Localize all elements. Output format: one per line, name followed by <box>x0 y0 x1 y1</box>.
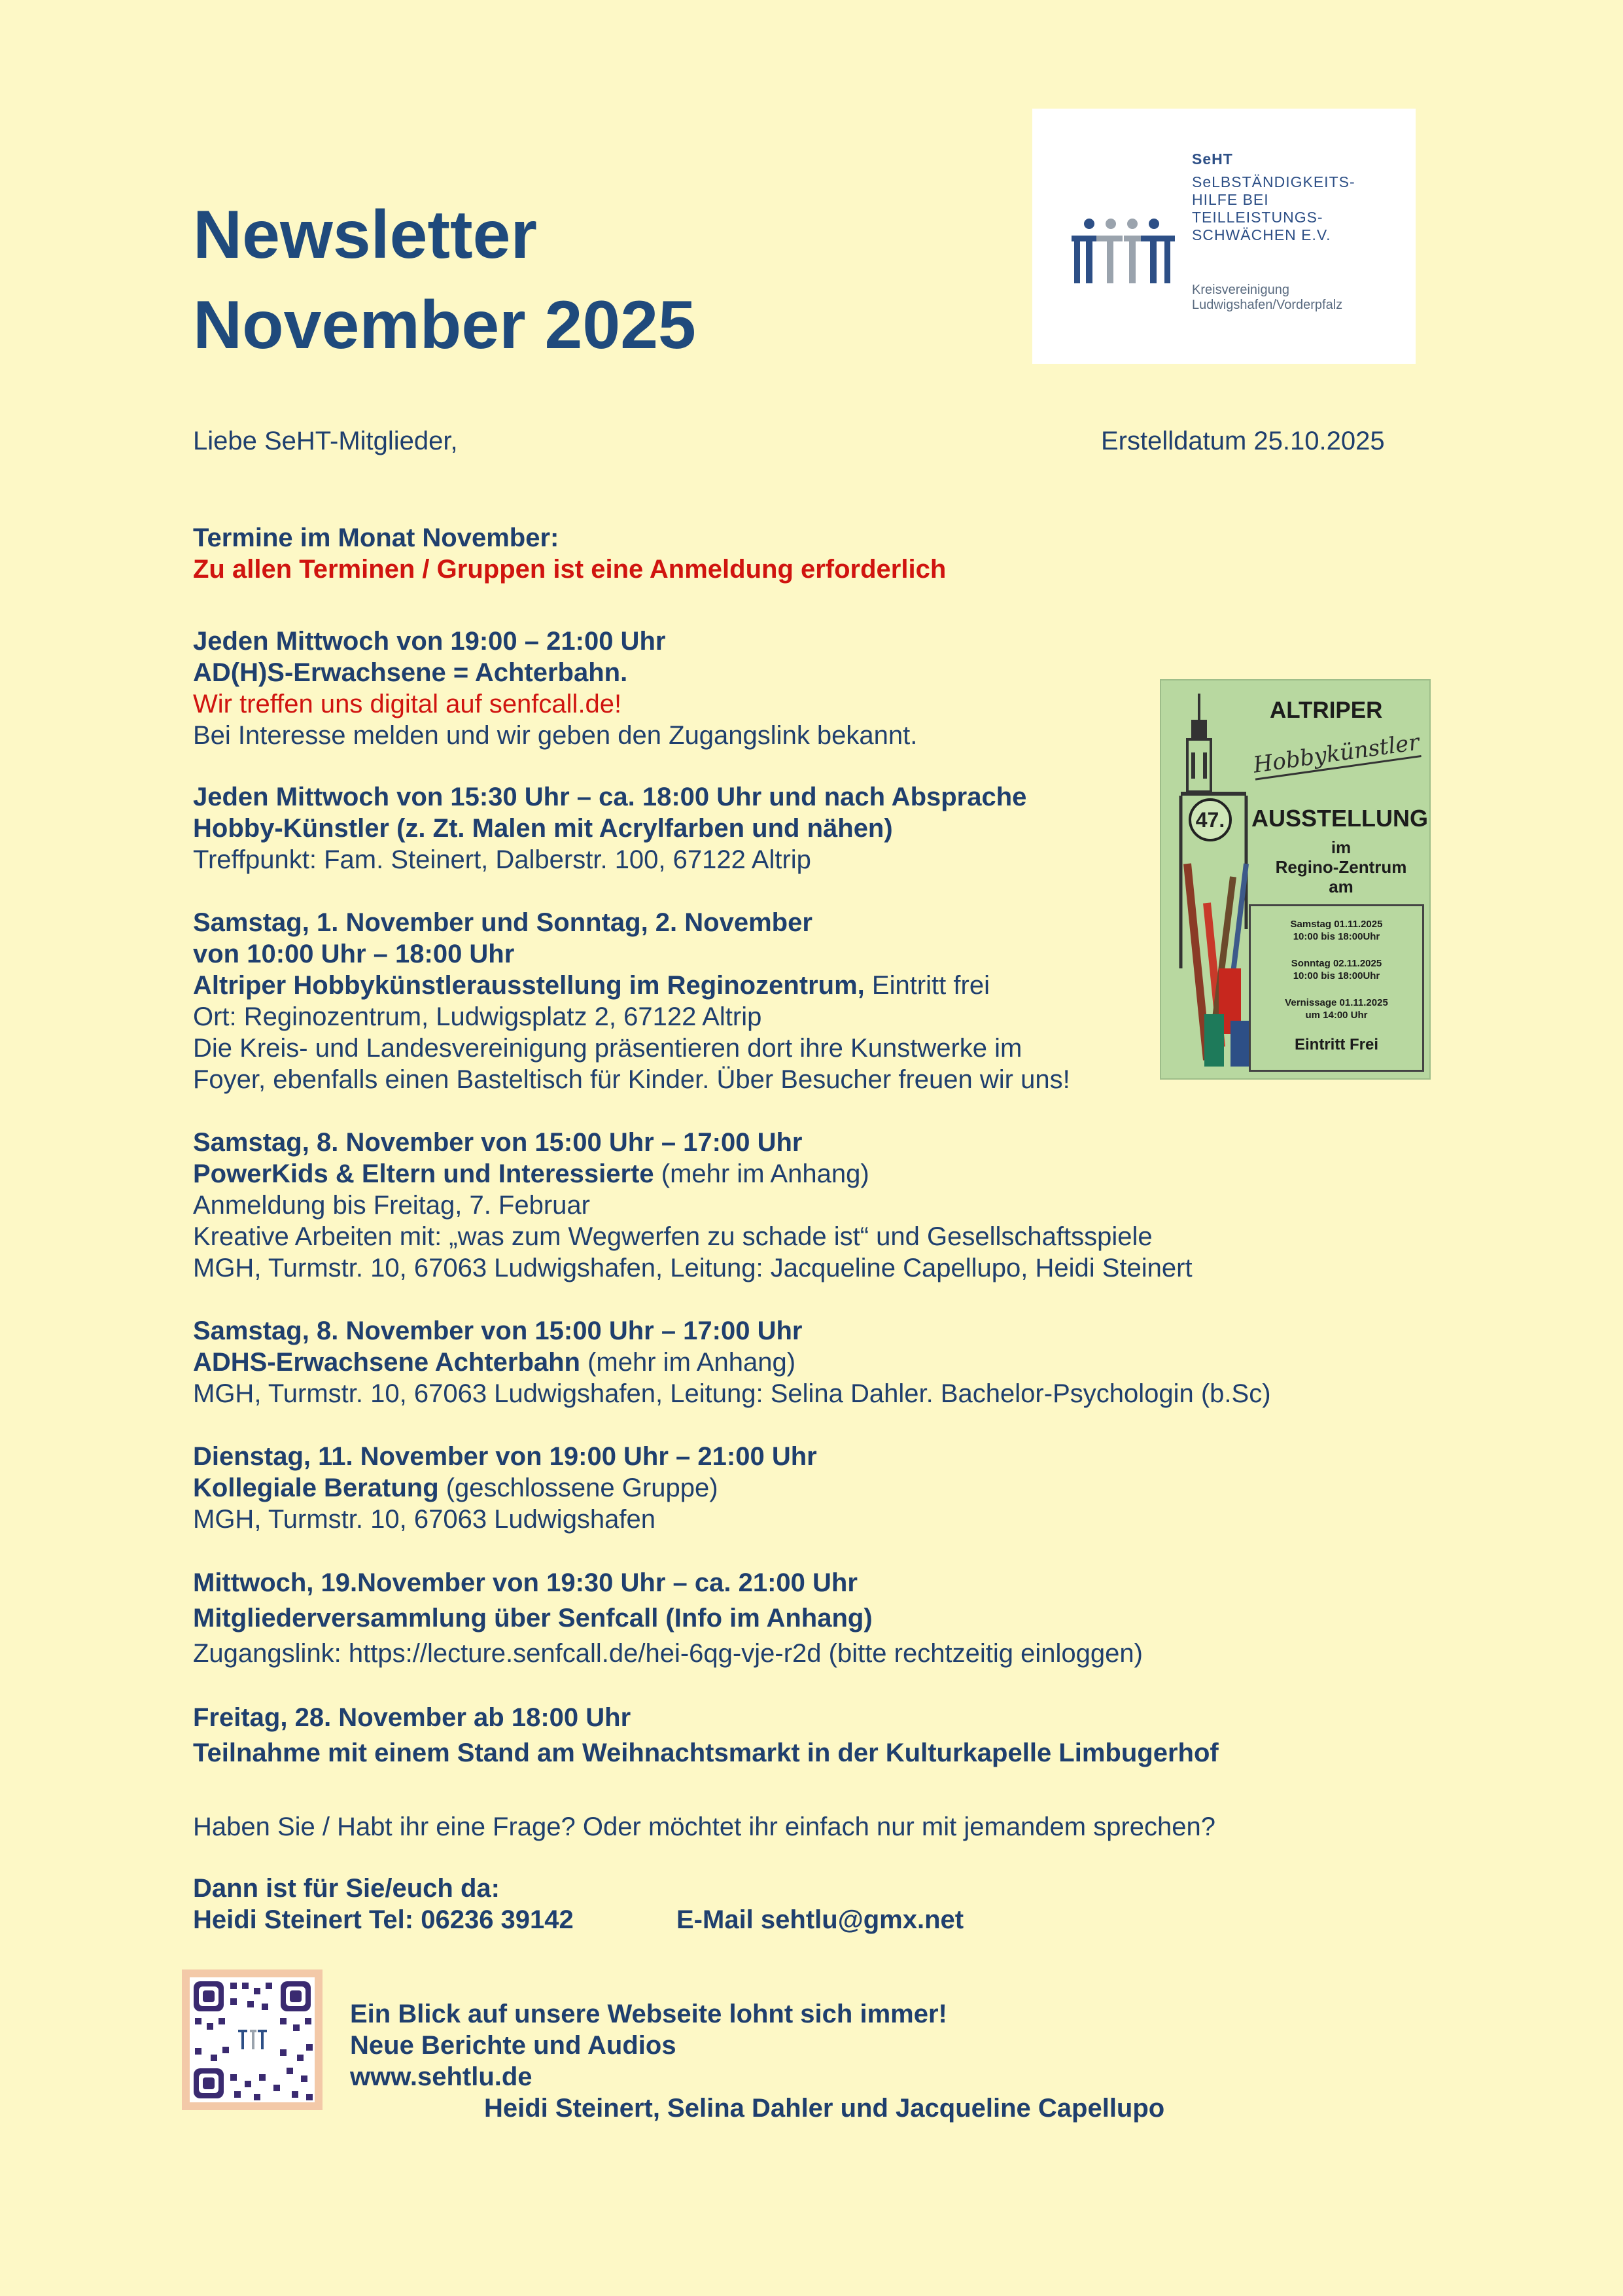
qr-code[interactable] <box>182 1969 323 2110</box>
created-date: Erstelldatum 25.10.2025 <box>1101 427 1385 455</box>
event-powerkids: Samstag, 8. November von 15:00 Uhr – 17:00 Uhr PowerKids & Eltern und Interessierte (mehr im Anhang) Anmeldung bis Freitag, 7. Februar Kreative Arbeiten mit: „was zum Wegwerfen zu schade ist“ und Gesellschaftsspiele MGH, Turmstr. 10, 67063 Ludwigshafen, Leitung: Jacqueline Capellupo, Heidi Steinert <box>193 1128 1193 1282</box>
poster-dates-box: Samstag 01.11.2025 10:00 bis 18:00Uhr Sonntag 02.11.2025 10:00 bis 18:00Uhr Vernissage 01.11.2025 um 14:00 Uhr Eintritt Frei <box>1249 904 1424 1072</box>
exhibition-poster: ALTRIPER Hobbykünstler 47. AUSSTELLUNG im Regino-Zentrum am Samstag 01.11.2025 10:00 bis 18:00Uhr Sonntag 02.11.2025 10:00 bis 18:00Uhr Vernissage 01.11.2025 um 14:00 Uhr Eintritt Frei <box>1160 679 1431 1080</box>
website-link[interactable]: www.sehtlu.de <box>350 2062 532 2091</box>
event-adhs-erwachsene: Samstag, 8. November von 15:00 Uhr – 17:00 Uhr ADHS-Erwachsene Achterbahn (mehr im Anhang) MGH, Turmstr. 10, 67063 Ludwigshafen, Leitung: Selina Dahler. Bachelor-Psychologin (b.Sc) <box>193 1316 1271 1408</box>
newsletter-title <box>193 190 696 370</box>
registration-notice: Zu allen Terminen / Gruppen ist eine Anmeldung erforderlich <box>193 555 947 584</box>
seht-logo <box>1032 109 1416 364</box>
event-adhs-digital: Jeden Mittwoch von 19:00 – 21:00 Uhr AD(H)S-Erwachsene = Achterbahn. Wir treffen uns digital auf senfcall.de! Bei Interesse melden und wir geben den Zugangslink bekannt. <box>193 627 918 750</box>
title-line-2: November 2025 <box>193 287 696 363</box>
event-hobby-kuenstler: Jeden Mittwoch von 15:30 Uhr – ca. 18:00 Uhr und nach Absprache Hobby-Künstler (z. Zt. Malen mit Acrylfarben und nähen) Treffpunkt: Fam. Steinert, Dalberstr. 100, 67122 Altrip <box>193 783 1027 874</box>
event-weihnachtsmarkt: Freitag, 28. November ab 18:00 Uhr Teilnahme mit einem Stand am Weihnachtsmarkt in der Kulturkapelle Limbugerhof <box>193 1703 1219 1767</box>
title-line-1: Newsletter <box>193 197 537 273</box>
contact-lead: Dann ist für Sie/euch da: <box>193 1874 500 1903</box>
footer-website: Ein Blick auf unsere Webseite lohnt sich immer! Neue Berichte und Audios www.sehtlu.de <box>350 2000 947 2091</box>
contact-email[interactable]: E-Mail sehtlu@gmx.net <box>676 1905 964 1934</box>
contact-person: Heidi Steinert Tel: 06236 39142 <box>193 1905 574 1934</box>
qr-code-icon <box>182 1969 323 2110</box>
event-ausstellung: Samstag, 1. November und Sonntag, 2. November von 10:00 Uhr – 18:00 Uhr Altriper Hobbykünstlerausstellung im Reginozentrum, Eintritt frei Ort: Reginozentrum, Ludwigsplatz 2, 67122 Altrip Die Kreis- und Landesvereinigung präsentieren dort ihre Kunstwerke im Foyer, ebenfalls einen Basteltisch für Kinder. Über Besucher freuen wir uns! <box>193 908 1070 1094</box>
brushes-illustration-icon <box>1168 694 1253 1073</box>
logo-region-text: Kreisvereinigung Ludwigshafen/Vorderpfalz <box>1192 283 1343 312</box>
people-logo-icon <box>1069 217 1180 294</box>
termine-heading: Termine im Monat November: <box>193 523 559 552</box>
event-kollegiale-beratung: Dienstag, 11. November von 19:00 Uhr – 21:00 Uhr Kollegiale Beratung (geschlossene Gruppe) MGH, Turmstr. 10, 67063 Ludwigshafen <box>193 1442 817 1534</box>
access-link[interactable]: Zugangslink: https://lecture.senfcall.de/hei-6qg-vje-r2d (bitte rechtzeitig einloggen) <box>193 1639 1143 1668</box>
contact-question: Haben Sie / Habt ihr eine Frage? Oder möchtet ihr einfach nur mit jemandem sprechen? <box>193 1812 1216 1841</box>
greeting: Liebe SeHT-Mitglieder, <box>193 427 458 455</box>
logo-brand-text: SeHT SeLBSTÄNDIGKEITS- HILFE BEI TEILLEISTUNGS- SCHWÄCHEN E.V. <box>1192 150 1355 243</box>
event-mitgliederversammlung: Mittwoch, 19.November von 19:30 Uhr – ca. 21:00 Uhr Mitgliederversammlung über Senfcall (Info im Anhang) Zugangslink: https://lecture.senfcall.de/hei-6qg-vje-r2d (bitte rechtzeitig einloggen) <box>193 1565 1143 1671</box>
intro-section <box>193 522 946 585</box>
footer-signature: Heidi Steinert, Selina Dahler und Jacqueline Capellupo <box>484 2094 1165 2123</box>
